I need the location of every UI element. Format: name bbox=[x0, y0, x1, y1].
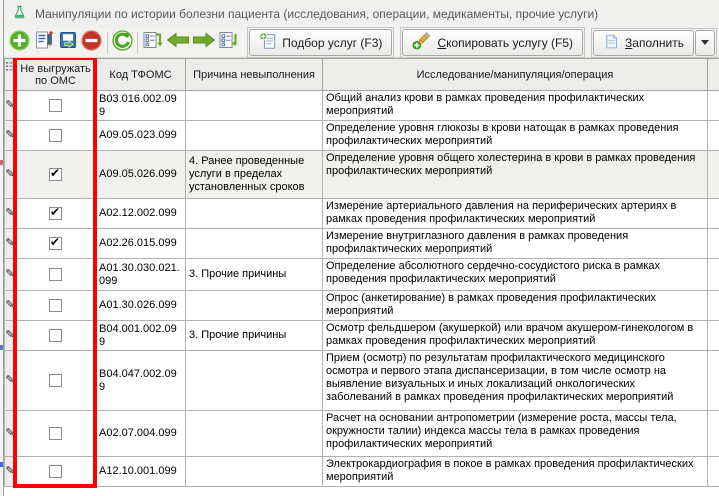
copy-service-button[interactable] bbox=[402, 29, 583, 56]
table-row[interactable] bbox=[5, 411, 719, 457]
omc-checkbox[interactable] bbox=[49, 168, 62, 181]
tfoms-code-cell[interactable]: A09.05.026.099 bbox=[96, 151, 186, 199]
tfoms-code-cell[interactable]: A09.05.023.099 bbox=[96, 121, 186, 151]
row-indicator-cell bbox=[5, 199, 16, 229]
next-record-icon bbox=[192, 32, 216, 53]
toolbar bbox=[4, 28, 719, 58]
reason-cell[interactable] bbox=[186, 411, 323, 457]
reason-cell[interactable] bbox=[186, 91, 323, 121]
omc-checkbox[interactable] bbox=[49, 374, 62, 387]
service-name-cell[interactable]: Прием (осмотр) по результатам профилактического медицинского осмотра и первого этапа диспансеризации, в том числе осмотр на выявление визуальных и иных локализаций онкологических заболеваний в рамках проведения профилактических мероприятий bbox=[323, 351, 708, 411]
window-title: Манипуляции по истории болезни пациента (исследования, операции, медикаменты, прочие услуги) bbox=[35, 7, 599, 21]
column-header-partial bbox=[708, 59, 719, 91]
delete-button[interactable] bbox=[80, 30, 104, 56]
table-row[interactable] bbox=[5, 291, 719, 321]
row-indicator-cell bbox=[5, 229, 16, 259]
reason-cell[interactable] bbox=[186, 351, 323, 411]
tfoms-code-cell[interactable]: A02.12.002.099 bbox=[96, 199, 186, 229]
tfoms-code-cell[interactable]: A02.07.004.099 bbox=[96, 411, 186, 457]
tfoms-code-cell[interactable]: A01.30.030.021.099 bbox=[96, 259, 186, 291]
omc-checkbox-cell[interactable] bbox=[16, 121, 96, 151]
edit-pencil-icon: ✎ bbox=[5, 374, 15, 386]
reason-cell[interactable] bbox=[186, 457, 323, 487]
service-name-cell[interactable]: Определение абсолютного сердечно-сосудистого риска в рамках проведения профилактических мероприятий bbox=[323, 259, 708, 291]
service-name-cell[interactable]: Опрос (анкетирование) в рамках проведения профилактических мероприятий bbox=[323, 291, 708, 321]
omc-checkbox-cell[interactable] bbox=[16, 259, 96, 291]
omc-checkbox[interactable] bbox=[49, 237, 62, 250]
row-indicator-header bbox=[5, 59, 16, 91]
title-bar bbox=[4, 0, 719, 28]
table-row[interactable] bbox=[5, 457, 719, 487]
partial-cell bbox=[708, 291, 719, 321]
partial-cell bbox=[708, 199, 719, 229]
omc-checkbox-cell[interactable] bbox=[16, 411, 96, 457]
table-row[interactable] bbox=[5, 199, 719, 229]
service-name-cell[interactable]: Определение уровня глюкозы в крови натощак в рамках проведения профилактических мероприятий bbox=[323, 121, 708, 151]
save-next-button[interactable] bbox=[56, 30, 80, 56]
reason-cell[interactable] bbox=[186, 121, 323, 151]
service-name-cell[interactable]: Измерение внутриглазного давления в рамках проведения профилактических мероприятий bbox=[323, 229, 708, 259]
edit-pencil-icon: ✎ bbox=[5, 129, 15, 141]
background-window-edge bbox=[0, 0, 4, 496]
omc-checkbox[interactable] bbox=[49, 465, 62, 478]
partial-cell bbox=[708, 351, 719, 411]
omc-checkbox[interactable] bbox=[49, 299, 62, 312]
table-row[interactable] bbox=[5, 151, 719, 199]
fill-label: Заполнить bbox=[625, 35, 684, 50]
service-name-cell[interactable]: Электрокардиография в покое в рамках проведения профилактических мероприятий bbox=[323, 457, 708, 487]
fill-icon bbox=[603, 33, 620, 53]
partial-cell bbox=[708, 457, 719, 487]
omc-checkbox[interactable] bbox=[49, 99, 62, 112]
edit-pencil-icon: ✎ bbox=[5, 299, 15, 311]
flask-icon bbox=[12, 4, 27, 25]
fill-dropdown-button[interactable] bbox=[695, 30, 715, 56]
copy-service-label: Скопировать услугу (F5) bbox=[437, 35, 574, 50]
reason-cell[interactable] bbox=[186, 291, 323, 321]
row-selector-icon bbox=[6, 62, 14, 71]
header-row bbox=[5, 59, 719, 91]
tfoms-code-cell[interactable]: B04.001.002.099 bbox=[96, 321, 186, 351]
row-indicator-cell bbox=[5, 321, 16, 351]
partial-cell bbox=[708, 229, 719, 259]
background-fragment bbox=[0, 160, 3, 165]
fill-group bbox=[591, 28, 717, 58]
reason-cell[interactable]: 3. Прочие причины bbox=[186, 321, 323, 351]
omc-checkbox[interactable] bbox=[49, 129, 62, 142]
background-fragment bbox=[0, 462, 3, 467]
edit-record-button[interactable] bbox=[32, 30, 56, 56]
services-grid bbox=[4, 58, 719, 496]
copy-group bbox=[400, 27, 585, 58]
omc-checkbox-cell[interactable] bbox=[16, 457, 96, 487]
row-indicator-cell bbox=[5, 411, 16, 457]
omc-checkbox[interactable] bbox=[49, 207, 62, 220]
column-header-reason[interactable]: Причина невыполнения bbox=[186, 59, 323, 91]
refresh-icon bbox=[112, 30, 133, 56]
edit-record-icon bbox=[34, 30, 54, 55]
edit-pencil-icon: ✎ bbox=[5, 465, 15, 477]
table-row[interactable] bbox=[5, 91, 719, 121]
post-to-list-button[interactable] bbox=[141, 30, 165, 56]
edit-pencil-icon: ✎ bbox=[5, 427, 15, 439]
table-row[interactable] bbox=[5, 259, 719, 291]
chevron-down-icon bbox=[701, 40, 709, 45]
services-table bbox=[4, 58, 719, 487]
edit-pencil-icon: ✎ bbox=[5, 237, 15, 249]
omc-checkbox[interactable] bbox=[49, 427, 62, 440]
row-indicator-cell bbox=[5, 259, 16, 291]
column-header-name[interactable]: Исследование/манипуляция/операция bbox=[323, 59, 708, 91]
toolbar-separator bbox=[137, 32, 138, 54]
service-name-cell[interactable]: Осмотр фельдшером (акушеркой) или врачом акушером-гинекологом в рамках проведения профилактических мероприятий bbox=[323, 321, 708, 351]
background-fragment bbox=[0, 345, 3, 350]
omc-checkbox-cell[interactable] bbox=[16, 351, 96, 411]
edit-pencil-icon: ✎ bbox=[5, 168, 15, 180]
reason-cell[interactable] bbox=[186, 199, 323, 229]
refresh-button[interactable] bbox=[110, 30, 134, 56]
edit-pencil-icon: ✎ bbox=[5, 99, 15, 111]
edit-pencil-icon: ✎ bbox=[5, 329, 15, 341]
partial-cell bbox=[708, 321, 719, 351]
fill-button[interactable] bbox=[593, 30, 694, 56]
table-row[interactable] bbox=[5, 121, 719, 151]
save-next-icon bbox=[58, 30, 78, 55]
table-body bbox=[5, 91, 719, 487]
omc-checkbox-cell[interactable] bbox=[16, 151, 96, 199]
omc-checkbox[interactable] bbox=[49, 329, 62, 342]
partial-cell bbox=[708, 151, 719, 199]
insert-from-list-button[interactable] bbox=[217, 30, 241, 56]
partial-cell bbox=[708, 121, 719, 151]
column-header-code[interactable]: Код ТФОМС bbox=[96, 59, 186, 91]
reason-cell[interactable]: 3. Прочие причины bbox=[186, 259, 323, 291]
add-button[interactable] bbox=[8, 30, 32, 56]
row-indicator-cell bbox=[5, 91, 16, 121]
omc-checkbox-cell[interactable] bbox=[16, 199, 96, 229]
podbor-uslug-label: Подбор услуг (F3) bbox=[282, 35, 383, 50]
edit-pencil-icon: ✎ bbox=[5, 207, 15, 219]
omc-checkbox-cell[interactable] bbox=[16, 291, 96, 321]
column-header-omc[interactable]: Не выгружать по ОМС bbox=[16, 59, 96, 91]
service-name-cell[interactable]: Общий анализ крови в рамках проведения профилактических мероприятий bbox=[323, 91, 708, 121]
table-row[interactable] bbox=[5, 229, 719, 259]
omc-checkbox[interactable] bbox=[49, 268, 62, 281]
copy-service-icon bbox=[412, 32, 432, 53]
service-name-cell[interactable]: Определение уровня общего холестерина в крови в рамках проведения профилактических мероприятий bbox=[323, 151, 708, 199]
table-row[interactable] bbox=[5, 351, 719, 411]
row-indicator-cell bbox=[5, 457, 16, 487]
partial-cell bbox=[708, 91, 719, 121]
tfoms-code-cell[interactable]: B03.016.002.099 bbox=[96, 91, 186, 121]
reason-cell[interactable]: 4. Ранее проведенные услуги в пределах установленных сроков bbox=[186, 151, 323, 199]
podbor-uslug-icon bbox=[259, 32, 277, 53]
row-indicator-cell bbox=[5, 121, 16, 151]
edit-pencil-icon: ✎ bbox=[5, 268, 15, 280]
tfoms-code-cell[interactable]: A02.26.015.099 bbox=[96, 229, 186, 259]
prev-record-button[interactable] bbox=[165, 30, 191, 56]
omc-checkbox-cell[interactable] bbox=[16, 321, 96, 351]
podbor-uslug-button[interactable] bbox=[249, 29, 392, 56]
reason-cell[interactable] bbox=[186, 229, 323, 259]
post-to-list-icon bbox=[142, 30, 164, 55]
insert-from-list-icon bbox=[218, 30, 240, 55]
prev-record-icon bbox=[166, 32, 190, 53]
next-record-button[interactable] bbox=[191, 30, 217, 56]
row-indicator-cell bbox=[5, 291, 16, 321]
service-name-cell[interactable]: Измерение артериального давления на периферических артериях в рамках проведения профилактических мероприятий bbox=[323, 199, 708, 229]
tfoms-code-cell[interactable]: A01.30.026.099 bbox=[96, 291, 186, 321]
tfoms-code-cell[interactable]: B04.047.002.099 bbox=[96, 351, 186, 411]
omc-checkbox-cell[interactable] bbox=[16, 229, 96, 259]
tfoms-code-cell[interactable]: A12.10.001.099 bbox=[96, 457, 186, 487]
partial-cell bbox=[708, 259, 719, 291]
podbor-group bbox=[247, 27, 394, 58]
add-icon bbox=[9, 30, 30, 56]
toolbar-separator bbox=[107, 32, 108, 54]
omc-checkbox-cell[interactable] bbox=[16, 91, 96, 121]
partial-cell bbox=[708, 411, 719, 457]
delete-icon bbox=[81, 30, 102, 56]
row-indicator-cell bbox=[5, 151, 16, 199]
table-row[interactable] bbox=[5, 321, 719, 351]
service-name-cell[interactable]: Расчет на основании антропометрии (измерение роста, массы тела, окружности талии) индекса массы тела в рамках проведения профилактических мероприятий bbox=[323, 411, 708, 457]
row-indicator-cell bbox=[5, 351, 16, 411]
